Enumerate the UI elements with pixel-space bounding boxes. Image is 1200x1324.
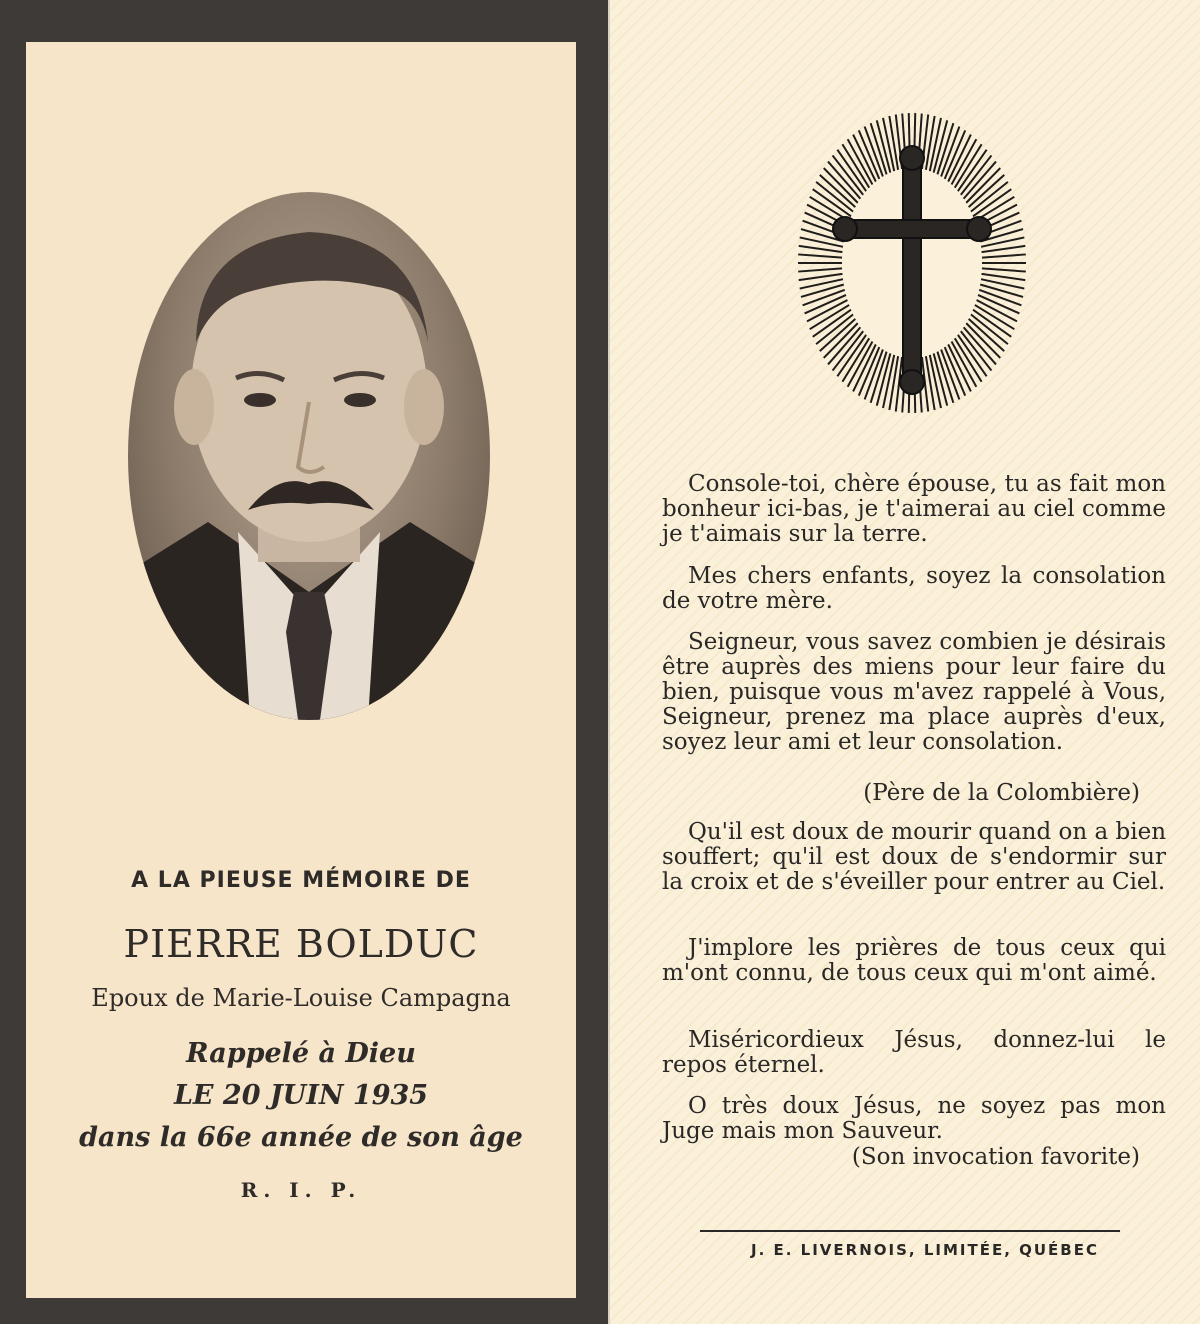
card-front-inner [26,42,576,1298]
ray [848,341,873,386]
memorial-card-back [610,0,1200,1324]
ray [952,341,977,386]
verse-5 [662,936,1166,986]
ray [799,274,843,280]
ray [833,155,864,194]
attribution-2: (Son invocation favorite) [851,1144,1140,1170]
ray [971,182,1008,212]
verse-text: Qu'il est doux de mourir quand on a bien souffert; qu'il est doux de s'endormir sur la croix et de s'éveiller pour entrer au Ciel. [662,819,1167,895]
verse-4 [662,820,1166,895]
ray [833,331,864,370]
rip-text: R. I. P. [240,1178,362,1202]
ray [969,175,1005,207]
deceased-name: PIERRE BOLDUC [123,922,479,966]
verse-text: Mes chers enfants, soyez la consolation de votre mère. [662,563,1166,614]
portrait-photo [128,192,490,720]
verse-6 [662,1028,1166,1078]
printer-credit: J. E. LIVERNOIS, LIMITÉE, QUÉBEC [751,1241,1099,1259]
ray [982,254,1026,257]
verse-7 [662,1094,1166,1144]
ray [969,319,1005,351]
ray [971,314,1008,344]
ray [820,175,856,207]
death-date: LE 20 JUIN 1935 [173,1080,429,1111]
attribution-1: (Père de la Colombière) [863,780,1140,806]
ray [798,254,842,257]
verse-1 [662,472,1166,547]
ray [820,319,856,351]
divider-rule [700,1230,1120,1232]
ray [816,182,853,212]
ray [798,268,842,271]
verse-3 [662,630,1166,755]
verse-text: Miséricordieux Jésus, donnez-lui le repos éternel. [662,1027,1166,1078]
spouse-line: Epoux de Marie-Louise Campagna [91,984,511,1012]
verse-text: Console-toi, chère épouse, tu as fait mon bonheur ici-bas, je t'aimerai au ciel comme je t'aimais sur la terre. [662,471,1166,547]
verse-text: J'implore les prières de tous ceux qui m'ont connu, de tous ceux qui m'ont aimé. [662,935,1166,986]
portrait-illustration [128,192,490,720]
called-to-god-line: Rappelé à Dieu [186,1038,416,1069]
ray [961,155,992,194]
ray [982,246,1026,252]
cross-emblem [795,108,1029,418]
ray [799,246,843,252]
verse-text: O très doux Jésus, ne soyez pas mon Juge mais mon Sauveur. [662,1093,1166,1144]
radiant-cross-icon [795,108,1029,418]
ray [982,274,1026,280]
memorial-heading: A LA PIEUSE MÉMOIRE DE [131,868,471,893]
age-line: dans la 66e année de son âge [79,1122,523,1153]
verse-text: Seigneur, vous savez combien je désirais être auprès des miens pour leur faire du bien, puisque vous m'avez rappelé à Vous, Seigneur, prenez ma place auprès d'eux, soyez leur ami et leur consolation. [662,629,1166,755]
ray [816,314,853,344]
ray [848,139,873,184]
ray [982,268,1026,271]
ray [952,139,977,184]
verse-2 [662,564,1166,614]
ray [961,331,992,370]
